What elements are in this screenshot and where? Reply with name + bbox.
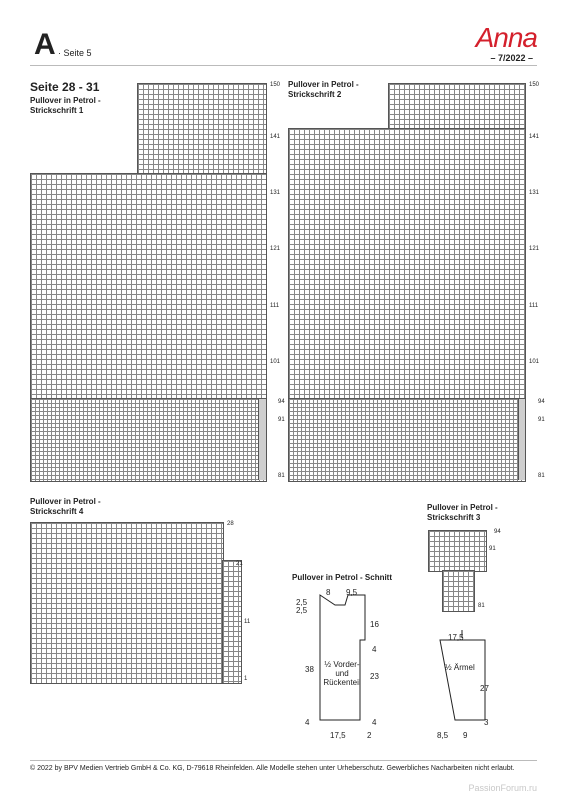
issue-label: – 7/2022 –: [490, 53, 533, 63]
page-label: · Seite 5: [58, 48, 92, 58]
measure: 17,5: [330, 731, 346, 740]
chart1-shaded-column: [258, 399, 266, 480]
footer-divider: [30, 760, 537, 761]
chart1-row-label: 91: [278, 417, 285, 423]
measure: 4: [305, 718, 310, 727]
measure: 3: [484, 718, 489, 727]
chart4-title: Pullover in Petrol - Strickschrift 4: [30, 497, 101, 516]
chart1-row-label: 94: [278, 399, 285, 405]
chart4-row-label: 28: [227, 521, 234, 527]
chart2-top-grid: [388, 83, 526, 130]
chart1-row-label: 131: [270, 190, 281, 196]
chart2-row-label: 81: [538, 473, 545, 479]
header-divider: [30, 65, 537, 66]
body-outline: [320, 595, 365, 720]
chart1-row-label: 111: [270, 303, 280, 309]
chart3-row-label: 91: [489, 546, 496, 552]
measure: 16: [370, 620, 379, 629]
measure: 23: [370, 672, 379, 681]
measure: 4: [372, 645, 377, 654]
chart2-row-label: 131: [529, 190, 540, 196]
measure: 38: [305, 665, 314, 674]
chart4-side-grid: [222, 560, 242, 684]
schnitt-title: Pullover in Petrol - Schnitt: [292, 573, 393, 582]
chart2-row-label: 121: [529, 246, 540, 252]
chart4-row-label: 1: [244, 676, 248, 682]
chart2-row-label: 141: [529, 134, 540, 140]
watermark: PassionForum.ru: [468, 783, 537, 793]
measure: 4: [372, 718, 377, 727]
measure: 2,5: [296, 606, 308, 615]
chart3-title: Pullover in Petrol - Strickschrift 3: [427, 503, 498, 522]
chart3-row-label: 81: [478, 603, 485, 609]
chart3-grid: [428, 530, 487, 572]
chart2-title: Pullover in Petrol - Strickschrift 2: [288, 80, 359, 99]
chart2-lower-grid: [288, 398, 526, 482]
measure: 2,5: [296, 598, 308, 607]
chart1-grid: [30, 173, 267, 400]
sleeve-piece-label: ½ Ärmel: [445, 663, 475, 672]
chart1-title: Pullover in Petrol - Strickschrift 1: [30, 96, 101, 115]
chart4-row-label: 11: [244, 619, 251, 625]
section-letter: A: [34, 28, 56, 61]
chart1-row-label: 81: [278, 473, 285, 479]
measure: 17,5: [448, 633, 464, 642]
measure: 8,5: [437, 731, 449, 740]
chart4-row-label: 21: [236, 561, 243, 567]
chart2-row-label: 111: [529, 303, 539, 309]
chart2-row-label: 150: [529, 82, 540, 88]
chart4-grid: [30, 522, 224, 684]
chart3-row-label: 94: [494, 529, 501, 535]
chart1-lower-grid: [30, 398, 267, 482]
brand-logo: Anna: [475, 22, 537, 53]
body-piece-label: ½ Vorder- und Rückenteil: [323, 660, 361, 687]
chart1-row-label: 150: [270, 82, 281, 88]
copyright-text: © 2022 by BPV Medien Vertrieb GmbH & Co. KG, D-79618 Rheinfelden. Alle Modelle stehen unter Urheberschutz. Gewerbliches Nacharbeiten nicht erlaubt.: [30, 765, 515, 772]
chart2-grid: [288, 128, 526, 400]
chart2-row-label: 94: [538, 399, 545, 405]
measure: 9: [463, 731, 468, 740]
sleeve-outline: [440, 640, 485, 720]
chart1-top-grid: [137, 83, 267, 175]
chart1-row-label: 141: [270, 134, 281, 140]
measure: 9,5: [346, 588, 358, 597]
measure: 2: [367, 731, 372, 740]
chart2-shaded-column: [518, 399, 525, 480]
seite-title: Seite 28 - 31: [30, 80, 100, 94]
measure: 27: [480, 684, 489, 693]
chart2-row-label: 101: [529, 359, 540, 365]
measure: 8: [326, 588, 331, 597]
chart2-row-label: 91: [538, 417, 545, 423]
chart1-row-label: 101: [270, 359, 281, 365]
chart1-row-label: 121: [270, 246, 281, 252]
